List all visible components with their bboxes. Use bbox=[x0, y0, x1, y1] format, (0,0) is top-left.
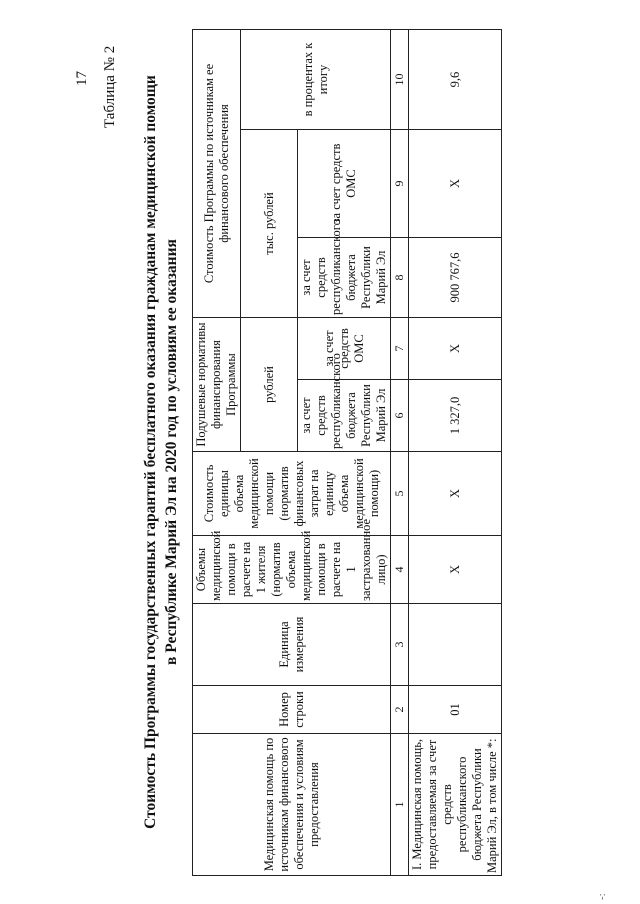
row-cost-rb: 900 767,6 bbox=[409, 238, 502, 318]
header-col-8: за счет средств республиканского бюджета Республики Марий Эл bbox=[298, 238, 391, 318]
table-row bbox=[409, 29, 502, 875]
row-line-number: 01 bbox=[409, 686, 502, 734]
header-row-1 bbox=[193, 29, 241, 875]
column-number: 7 bbox=[391, 318, 409, 380]
header-col-10: в процентах к итогу bbox=[241, 29, 391, 129]
header-col-2: Номер строки bbox=[193, 686, 391, 734]
row-percent: 9,6 bbox=[409, 29, 502, 129]
document-title bbox=[140, 40, 182, 864]
column-number: 9 bbox=[391, 130, 409, 238]
column-number: 1 bbox=[391, 734, 409, 876]
column-number: 4 bbox=[391, 536, 409, 604]
header-norms-unit: рублей bbox=[241, 318, 298, 452]
column-number: 6 bbox=[391, 380, 409, 452]
column-number: 2 bbox=[391, 686, 409, 734]
column-number: 5 bbox=[391, 452, 409, 536]
header-col-4: Объемы медицинской помощи в расчете на 1 жителя (норматив объема медицинской помощи в расчете на 1 застрахованное лицо) bbox=[193, 536, 391, 604]
header-group-cost: Стоимость Программы по источникам ее финансового обеспечения bbox=[193, 29, 241, 317]
header-col-1: Медицинская помощь по источникам финансового обеспечения и условиям предоставления bbox=[193, 734, 391, 876]
title-line-2: в Республике Марий Эл на 2020 год по условиям ее оказания bbox=[163, 239, 180, 665]
row-cost-oms: X bbox=[409, 130, 502, 238]
column-number: 3 bbox=[391, 604, 409, 686]
row-unit-cost: X bbox=[409, 452, 502, 536]
title-line-1: Стоимость Программы государственных гарантий бесплатного оказания гражданам медицинской помощи bbox=[142, 75, 159, 829]
header-col-9: за счет средств ОМС bbox=[298, 130, 391, 238]
header-col-5: Стоимость единицы объема медицинской помощи (норматив финансовых затрат на единицу объема медицинской помощи) bbox=[193, 452, 391, 536]
header-group-norms: Подушевые нормативы финансирования Программы bbox=[193, 318, 241, 452]
row-unit bbox=[409, 604, 502, 686]
header-col-7: за счет средств ОМС bbox=[298, 318, 391, 380]
header-col-3: Единица измерения bbox=[193, 604, 391, 686]
header-col-6: за счет средств республиканского бюджета Республики Марий Эл bbox=[298, 380, 391, 452]
column-number: 8 bbox=[391, 238, 409, 318]
column-number: 10 bbox=[391, 29, 409, 129]
row-name: I. Медицинская помощь, предоставляемая за счет средств республиканского бюджета Республики Марий Эл, в том числе *: bbox=[409, 734, 502, 876]
page-number: 17 bbox=[74, 71, 90, 86]
header-cost-unit: тыс. рублей bbox=[241, 130, 298, 318]
column-number-row bbox=[391, 29, 409, 875]
margin-mark: -: bbox=[596, 893, 608, 900]
table-number: Таблица № 2 bbox=[102, 45, 118, 128]
cost-table bbox=[192, 29, 502, 876]
row-volume: X bbox=[409, 536, 502, 604]
row-norm-oms: X bbox=[409, 318, 502, 380]
row-norm-rb: 1 327,0 bbox=[409, 380, 502, 452]
